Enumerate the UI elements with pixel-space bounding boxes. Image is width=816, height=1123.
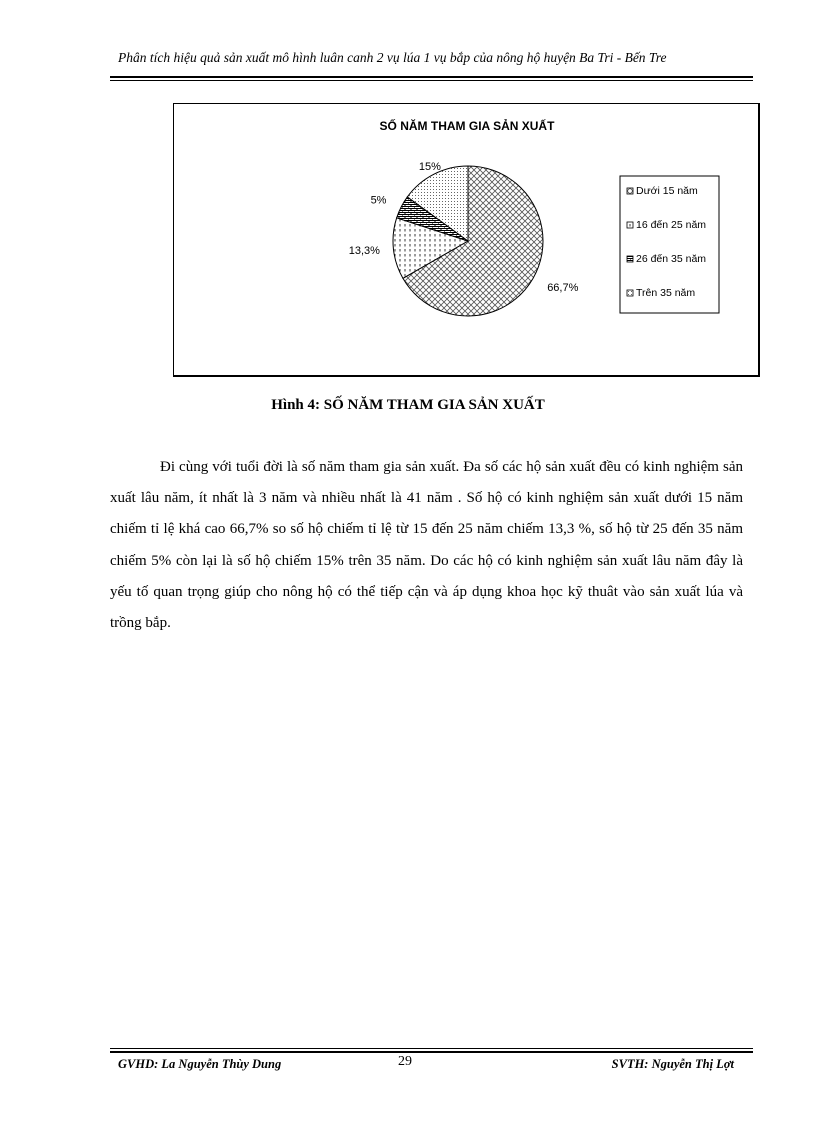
legend-swatch-1 [627, 188, 633, 194]
footer-page-number: 29 [398, 1054, 412, 1069]
figure-caption: Hình 4: SỐ NĂM THAM GIA SẢN XUẤT [271, 397, 545, 413]
footer-student: SVTH: Nguyễn Thị Lợt [611, 1057, 734, 1071]
pie-data-label-2: 13,3% [348, 245, 380, 258]
legend-label-2: 16 đến 25 năm [636, 219, 707, 231]
legend-label-3: 26 đến 35 năm [636, 253, 707, 265]
page-header-title: Phân tích hiệu quả sản xuất mô hình luân canh 2 vụ lúa 1 vụ bắp của nông hộ huyện Ba Tri - Bến Tre [118, 50, 667, 65]
footer-rule [110, 1051, 753, 1053]
legend-swatch-3 [627, 256, 633, 262]
header-rule [110, 76, 753, 78]
legend-swatch-2 [627, 222, 633, 228]
footer-rule-thin [110, 1048, 753, 1049]
footer-advisor: GVHD: La Nguyễn Thùy Dung [118, 1057, 282, 1071]
pie-chart [174, 104, 761, 378]
pie-data-label-3: 5% [370, 194, 387, 207]
legend-label-1: Dưới 15 năm [636, 185, 698, 197]
legend-swatch-4 [627, 290, 633, 296]
legend-label-4: Trên 35 năm [636, 287, 696, 299]
pie-data-label-1: 66,7% [547, 281, 579, 294]
pie-data-label-4: 15% [418, 161, 441, 174]
pie-chart-frame [173, 103, 760, 377]
body-paragraph: Đi cùng với tuổi đời là số năm tham gia sản xuất. Đa số các hộ sản xuất đều có kinh nghiệm sản xuất lâu năm, ít nhất là 3 năm và nhiều nhất là 41 năm . Số hộ có kinh nghiệm sản xuất dưới 15 năm chiếm tỉ lệ khá cao 66,7% so số hộ chiếm tỉ lệ từ 15 đến 25 năm chiếm 13,3 %, số hộ từ 25 đến 35 năm chiếm 5% còn lại là số hộ chiếm 15% trên 35 năm. Do các hộ có kinh nghiệm sản xuất lâu năm đây là yếu tố quan trọng giúp cho nông hộ có thể tiếp cận và áp dụng khoa học kỹ thuât vào sản xuất lúa và trồng bắp. [110, 459, 743, 632]
header-rule-thin [110, 80, 753, 81]
chart-title: SỐ NĂM THAM GIA SẢN XUẤT [379, 119, 555, 133]
